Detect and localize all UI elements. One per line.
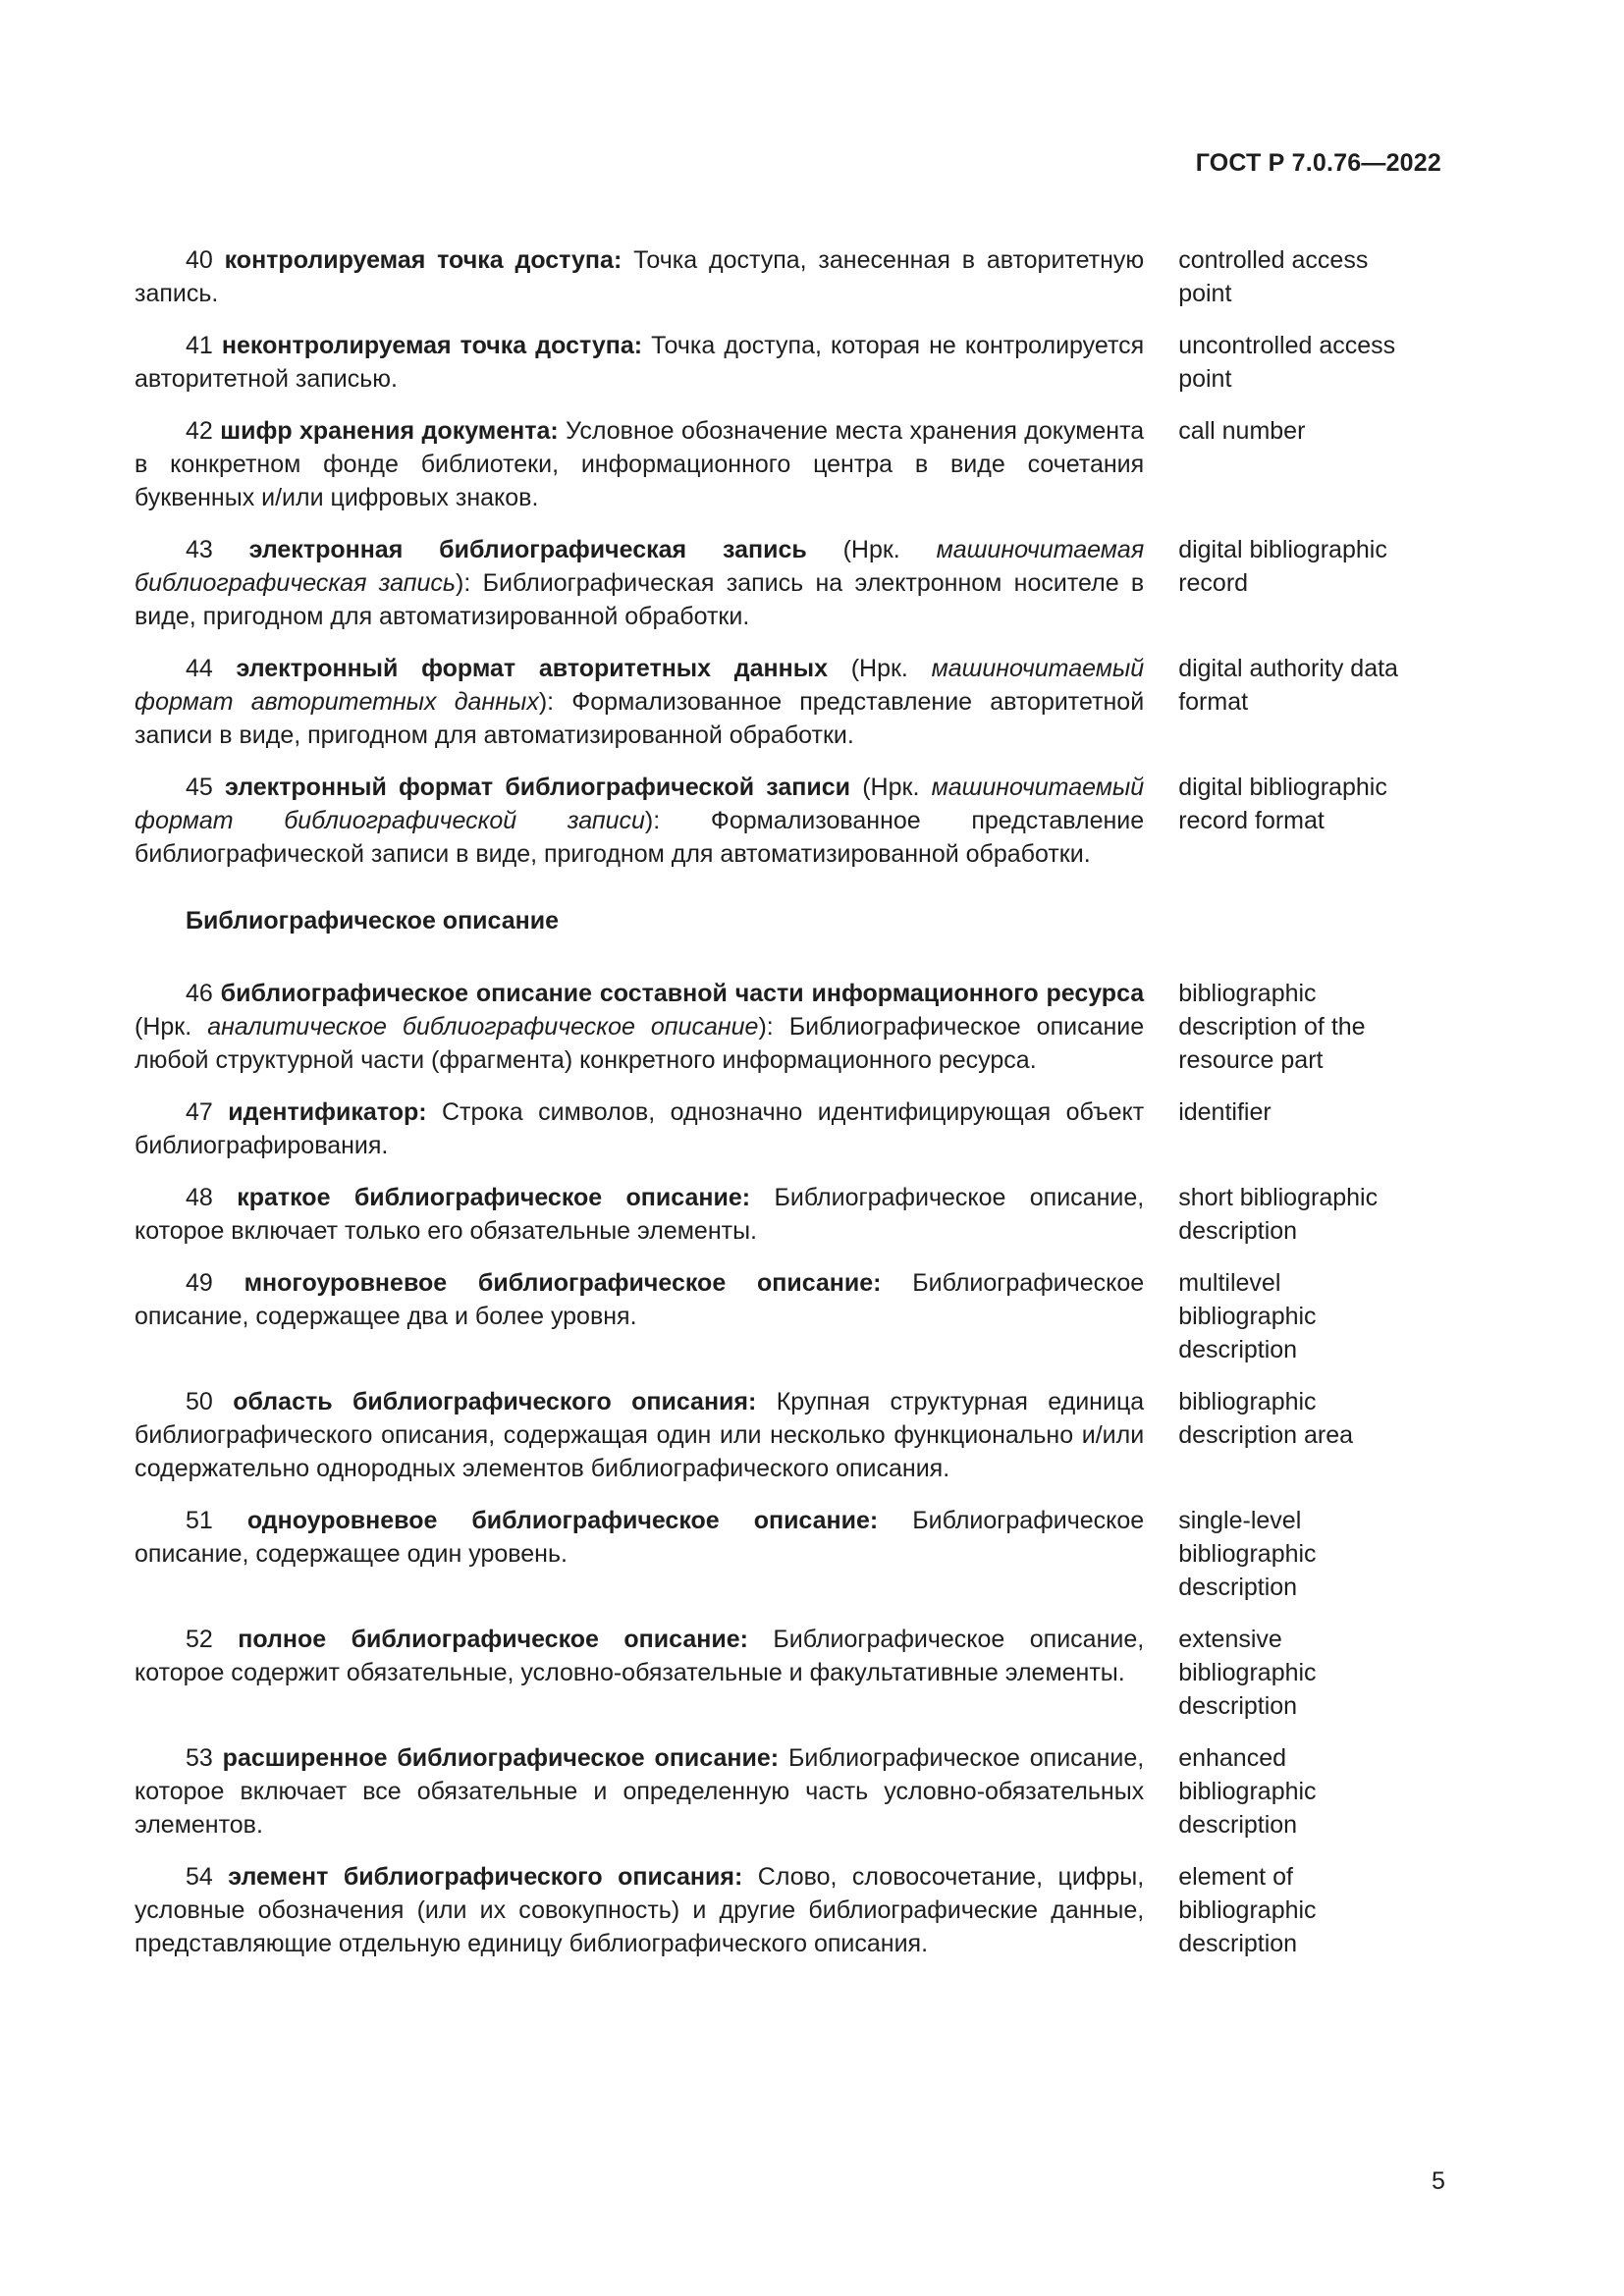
term-name: элемент библиографического описания: bbox=[228, 1863, 743, 1891]
english-equivalent: single-level bibliographic description bbox=[1178, 1507, 1317, 1601]
deprecated-synonym: машиночитаемый формат авторитетных данных bbox=[135, 655, 1145, 716]
english-equivalent: element of bibliographic description bbox=[1178, 1863, 1317, 1957]
term-definition: Библиографическое описание, содержащее два и более уровня. bbox=[135, 1269, 1145, 1330]
english-equivalent: short bibliographic description bbox=[1178, 1184, 1379, 1245]
term-entry-51 bbox=[135, 1504, 1411, 1604]
term-name: библиографическое описание составной части информационного ресурса bbox=[220, 980, 1145, 1007]
term-name: идентификатор: bbox=[228, 1098, 427, 1126]
term-name: краткое библиографическое описание: bbox=[237, 1184, 751, 1211]
term-definition: ): Формализованное представление библиографической записи в виде, пригодном для автоматизированной обработки. bbox=[135, 807, 1145, 868]
term-definition: Библиографическое описание, содержащее один уровень. bbox=[135, 1507, 1145, 1568]
term-entry-50 bbox=[135, 1385, 1411, 1485]
deprecated-synonym: машиночитаемая библиографическая запись bbox=[135, 536, 1145, 597]
english-equivalent: enhanced bibliographic description bbox=[1178, 1744, 1317, 1839]
term-entry-45 bbox=[135, 771, 1411, 871]
term-name: одноуровневое библиографическое описание: bbox=[246, 1507, 879, 1534]
term-name: область библиографического описания: bbox=[233, 1388, 757, 1415]
term-number: 44 bbox=[186, 655, 213, 682]
term-text bbox=[135, 1741, 1144, 1842]
deprecated-synonym: машиночитаемый формат библиографической записи bbox=[135, 774, 1145, 834]
english-equivalent: controlled access point bbox=[1178, 246, 1369, 307]
english-equivalent: extensive bibliographic description bbox=[1178, 1626, 1317, 1720]
term-number: 41 bbox=[186, 332, 213, 359]
term-definition: ): Библиографическое описание любой структурной части (фрагмента) конкретного информационного ресурса. bbox=[135, 1013, 1145, 1074]
page-number: 5 bbox=[1432, 2167, 1445, 2195]
term-text bbox=[135, 652, 1144, 752]
term-number: 52 bbox=[186, 1626, 213, 1653]
term-name: полное библиографическое описание: bbox=[238, 1626, 748, 1653]
english-equivalent: bibliographic description area bbox=[1178, 1388, 1354, 1449]
term-entry-54 bbox=[135, 1860, 1411, 1960]
term-definition: ): Формализованное представление авторитетной записи в виде, пригодном для автоматизированной обработки. bbox=[135, 688, 1145, 749]
term-definition: Точка доступа, занесенная в авторитетную запись. bbox=[135, 246, 1145, 307]
terms-list bbox=[135, 243, 1411, 1979]
term-definition: Строка символов, однозначно идентифицирующая объект библиографирования. bbox=[135, 1098, 1145, 1159]
document-code-header: ГОСТ Р 7.0.76—2022 bbox=[1195, 149, 1441, 177]
term-definition: Условное обозначение места хранения документа в конкретном фонде библиотеки, информационного центра в виде сочетания буквенных и/или цифровых знаков. bbox=[135, 417, 1145, 511]
term-name: многоуровневое библиографическое описание: bbox=[244, 1269, 882, 1297]
term-number: 50 bbox=[186, 1388, 213, 1415]
term-text bbox=[135, 1266, 1144, 1366]
term-definition: Крупная структурная единица библиографического описания, содержащая один или несколько функционально и/или содержательно однородных элементов библиографического описания. bbox=[135, 1388, 1145, 1482]
deprecated-prefix: (Нрк. bbox=[806, 536, 937, 563]
deprecated-prefix: (Нрк. bbox=[850, 774, 932, 801]
term-number: 46 bbox=[186, 980, 213, 1007]
english-equivalent: multilevel bibliographic description bbox=[1178, 1269, 1317, 1363]
section-title: Библиографическое описание bbox=[186, 907, 560, 934]
term-definition: Слово, словосочетание, цифры, условные обозначения (или их совокупность) и другие библиографические данные, представляющие отдельную единицу библиографического описания. bbox=[135, 1863, 1145, 1957]
term-definition: Библиографическое описание, которое включает только его обязательные элементы. bbox=[135, 1184, 1145, 1245]
term-text bbox=[135, 771, 1144, 871]
term-number: 51 bbox=[186, 1507, 213, 1534]
term-text bbox=[135, 243, 1144, 310]
term-name: шифр хранения документа: bbox=[220, 417, 559, 445]
term-number: 54 bbox=[186, 1863, 213, 1891]
english-equivalent: digital authority data format bbox=[1178, 655, 1398, 716]
english-equivalent: bibliographic description of the resource part bbox=[1178, 980, 1366, 1074]
term-number: 40 bbox=[186, 246, 213, 274]
deprecated-prefix: (Нрк. bbox=[135, 1013, 208, 1041]
term-entry-48 bbox=[135, 1181, 1411, 1248]
term-name: электронный формат библиографической записи bbox=[225, 774, 851, 801]
term-number: 45 bbox=[186, 774, 213, 801]
term-name: электронный формат авторитетных данных bbox=[236, 655, 828, 682]
term-text bbox=[135, 1860, 1144, 1960]
deprecated-prefix: (Нрк. bbox=[828, 655, 932, 682]
term-text bbox=[135, 1504, 1144, 1604]
term-entry-42 bbox=[135, 414, 1411, 514]
term-text bbox=[135, 1623, 1144, 1723]
term-entry-47 bbox=[135, 1095, 1411, 1162]
term-text bbox=[135, 1181, 1144, 1248]
term-text bbox=[135, 1385, 1144, 1485]
term-entry-43 bbox=[135, 533, 1411, 633]
english-equivalent: call number bbox=[1178, 417, 1306, 445]
term-number: 53 bbox=[186, 1744, 213, 1772]
term-text bbox=[135, 977, 1144, 1077]
term-entry-46 bbox=[135, 977, 1411, 1077]
term-entry-53 bbox=[135, 1741, 1411, 1842]
term-text bbox=[135, 533, 1144, 633]
term-entry-44 bbox=[135, 652, 1411, 752]
english-equivalent: digital bibliographic record format bbox=[1178, 774, 1387, 834]
term-text bbox=[135, 414, 1144, 514]
term-number: 42 bbox=[186, 417, 213, 445]
term-definition: Библиографическое описание, которое включает все обязательные и определенную часть условно-обязательных элементов. bbox=[135, 1744, 1145, 1839]
term-definition: Точка доступа, которая не контролируется авторитетной записью. bbox=[135, 332, 1145, 393]
term-definition: ): Библиографическая запись на электронном носителе в виде, пригодном для автоматизированной обработки. bbox=[135, 569, 1145, 630]
term-name: электронная библиографическая запись bbox=[248, 536, 807, 563]
term-text bbox=[135, 1095, 1144, 1162]
term-name: расширенное библиографическое описание: bbox=[222, 1744, 780, 1772]
deprecated-synonym: аналитическое библиографическое описание bbox=[207, 1013, 759, 1041]
term-entry-40 bbox=[135, 243, 1411, 310]
english-equivalent: identifier bbox=[1178, 1098, 1272, 1126]
term-entry-49 bbox=[135, 1266, 1411, 1366]
term-name: контролируемая точка доступа: bbox=[224, 246, 623, 274]
term-number: 48 bbox=[186, 1184, 213, 1211]
english-equivalent: digital bibliographic record bbox=[1178, 536, 1387, 597]
term-text bbox=[135, 329, 1144, 396]
term-entry-41 bbox=[135, 329, 1411, 396]
term-name: неконтролируемая точка доступа: bbox=[221, 332, 643, 359]
term-definition: Библиографическое описание, которое содержит обязательные, условно-обязательные и факультативные элементы. bbox=[135, 1626, 1145, 1686]
english-equivalent: uncontrolled access point bbox=[1178, 332, 1396, 393]
term-number: 47 bbox=[186, 1098, 213, 1126]
term-number: 49 bbox=[186, 1269, 213, 1297]
term-number: 43 bbox=[186, 536, 213, 563]
term-entry-52 bbox=[135, 1623, 1411, 1723]
